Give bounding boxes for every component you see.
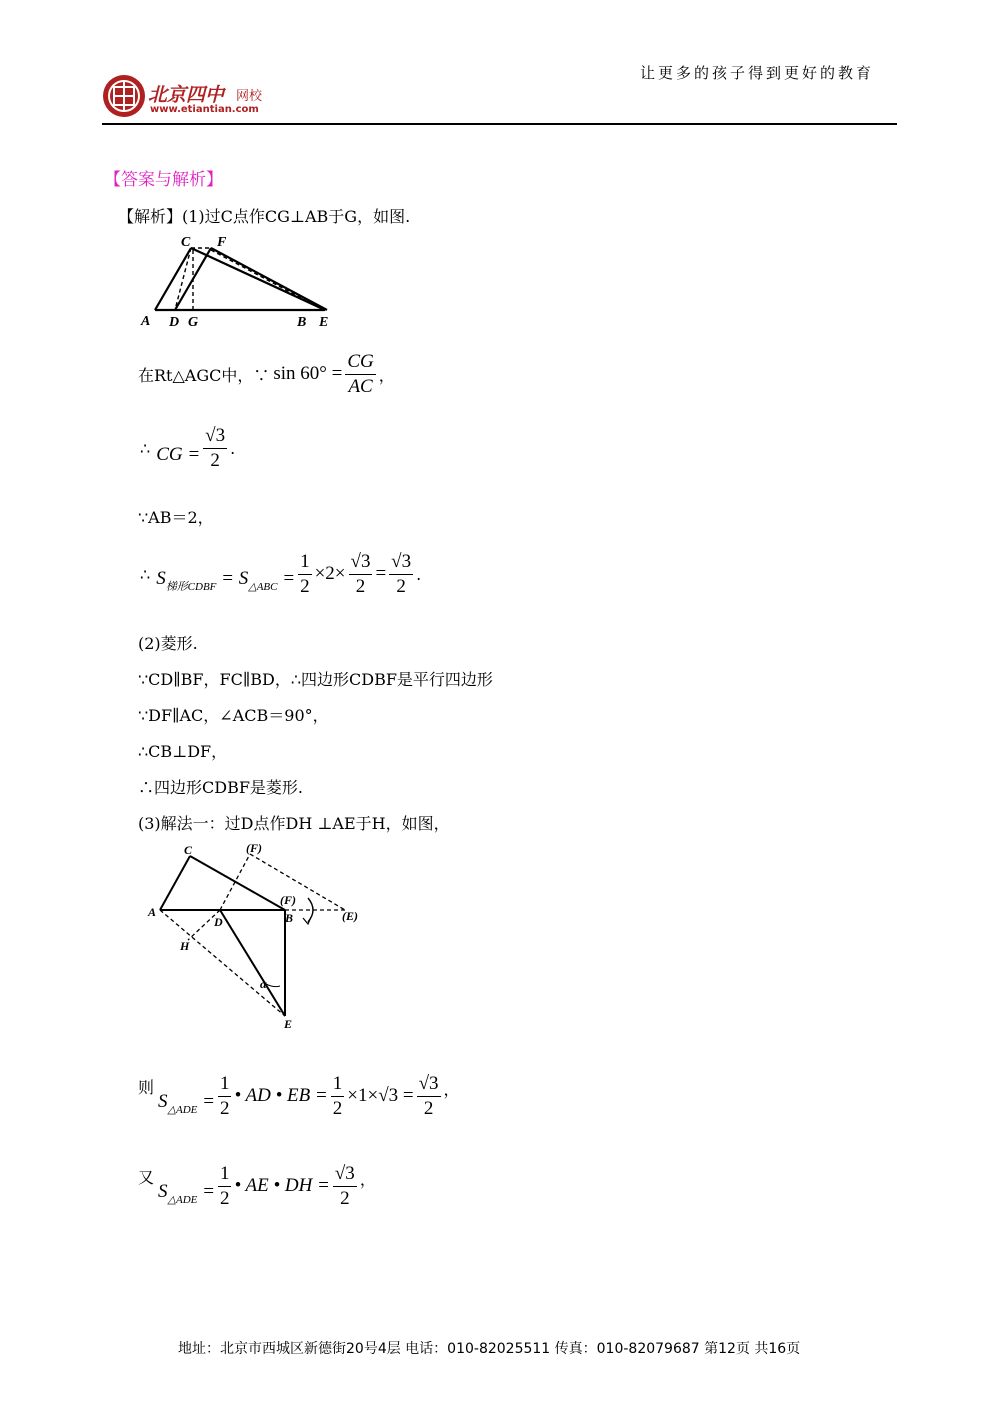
line13-frac1-num: 1 [218, 1162, 232, 1187]
header-divider [102, 123, 897, 125]
figure-1-trapezoid [135, 232, 345, 334]
line13-frac1-den: 2 [219, 1187, 230, 1209]
line13-sub: △ADE [167, 1193, 198, 1206]
line13-area-symbol: S [158, 1180, 168, 1202]
logo-suffix: 网校 [236, 89, 263, 104]
line5-mid: ×2× [314, 563, 346, 585]
solution-line-11: (3)解法一：过D点作DH ⊥AE于H，如图， [138, 814, 450, 833]
line12-prefix: 则 [138, 1077, 155, 1097]
fig1-label-D: D [169, 315, 180, 330]
solution-line-2 [138, 350, 395, 399]
fig2-label-F-top: (F) [246, 841, 262, 855]
figure-2-rotation [140, 840, 370, 1030]
solution-line-4: ∵AB＝2， [138, 508, 214, 527]
fig1-label-F: F [217, 235, 227, 250]
line12-frac1-num: 1 [218, 1072, 232, 1097]
logo-name: 北京四中 [148, 84, 225, 106]
solution-line-8: ∵DF∥AC，∠ACB＝90°， [138, 706, 329, 725]
line5-frac2-num: √3 [349, 550, 373, 575]
line3-denominator: 2 [210, 449, 220, 471]
solution-line-3 [140, 424, 235, 473]
fig2-label-B: B [285, 911, 294, 925]
solution-line-13 [138, 1162, 376, 1211]
solution-line-5 [140, 550, 421, 599]
line5-frac2-den: 2 [355, 575, 366, 597]
line5-frac3-num: √3 [389, 550, 413, 575]
line5-area-symbol: S [156, 568, 166, 590]
line5-end: . [416, 564, 422, 584]
line2-expr: sin 60° = [273, 363, 343, 385]
line12-frac2-den: 2 [332, 1097, 343, 1119]
fig1-label-G: G [188, 315, 199, 330]
fig1-label-A: A [141, 314, 151, 329]
fig1-label-B: B [297, 315, 307, 330]
fig2-label-E: E [284, 1017, 293, 1030]
line13-end: ， [359, 1169, 376, 1189]
line3-end: . [230, 438, 236, 458]
logo-url: www.etiantian.com [150, 104, 259, 115]
fig2-label-E-paren: (E) [342, 909, 358, 923]
solution-line-7: ∵CD∥BF，FC∥BD，∴四边形CDBF是平行四边形 [138, 670, 493, 689]
line3-expr: CG = [156, 444, 201, 466]
line12-mid2: ×1×√3 = [347, 1085, 414, 1107]
line13-frac2-den: 2 [340, 1187, 350, 1209]
line2-end: ， [378, 365, 395, 385]
fig2-label-alpha: α [260, 977, 267, 991]
line13-frac2-num: √3 [333, 1162, 357, 1187]
line5-prefix: ∴ [140, 564, 151, 584]
line5-eq2: = [277, 568, 296, 590]
line12-sub: △ADE [167, 1103, 198, 1116]
line5-eq1: = S [216, 568, 249, 590]
line5-triangle-sub: △ABC [248, 581, 278, 594]
fig2-label-F-mid: (F) [280, 893, 296, 907]
line5-frac3-den: 2 [396, 575, 406, 597]
line12-mid: • AD • EB = [234, 1085, 328, 1107]
solution-line-9: ∴CB⊥DF， [138, 742, 228, 761]
line3-numerator: √3 [203, 424, 227, 449]
header-slogan: 让更多的孩子得到更好的教育 [640, 64, 875, 82]
line12-end: ， [443, 1079, 460, 1099]
line12-frac3-den: 2 [423, 1097, 434, 1119]
line12-frac1-den: 2 [219, 1097, 230, 1119]
line13-prefix: 又 [138, 1167, 155, 1187]
page-footer: 地址：北京市西城区新德街20号4层 电话：010-82025511 传真：010-82079687 第12页 共16页 [178, 1341, 801, 1357]
solution-line-12 [138, 1072, 460, 1121]
line2-denominator: AC [348, 375, 373, 397]
fig2-label-A: A [148, 905, 157, 919]
line2-numerator: CG [345, 350, 375, 375]
line12-eq: = [197, 1090, 215, 1112]
solution-line-10: ∴四边形CDBF是菱形. [138, 778, 304, 797]
solution-line-6: (2)菱形. [138, 634, 198, 653]
fig2-label-H: H [180, 939, 190, 953]
line5-eq3: = [375, 563, 387, 585]
line13-mid: • AE • DH = [234, 1175, 330, 1197]
line12-frac3-num: √3 [417, 1072, 441, 1097]
line13-eq: = [197, 1180, 215, 1202]
line12-frac2-num: 1 [331, 1072, 345, 1097]
line5-frac1-den: 2 [300, 575, 310, 597]
solution-line-1: 【解析】(1)过C点作CG⊥AB于G，如图. [118, 207, 411, 226]
answer-heading: 【答案与解析】 [104, 170, 223, 190]
line5-frac1-num: 1 [298, 550, 312, 575]
fig2-label-D: D [214, 915, 223, 929]
fig1-label-C: C [181, 235, 191, 250]
line5-trapezoid-sub: 梯形CDBF [165, 581, 217, 594]
line3-prefix: ∴ [140, 438, 151, 458]
line2-prefix: 在Rt△AGC中，∵ [138, 365, 270, 385]
fig2-label-C: C [184, 843, 193, 857]
line12-area-symbol: S [158, 1090, 168, 1112]
fig1-label-E: E [319, 315, 329, 330]
